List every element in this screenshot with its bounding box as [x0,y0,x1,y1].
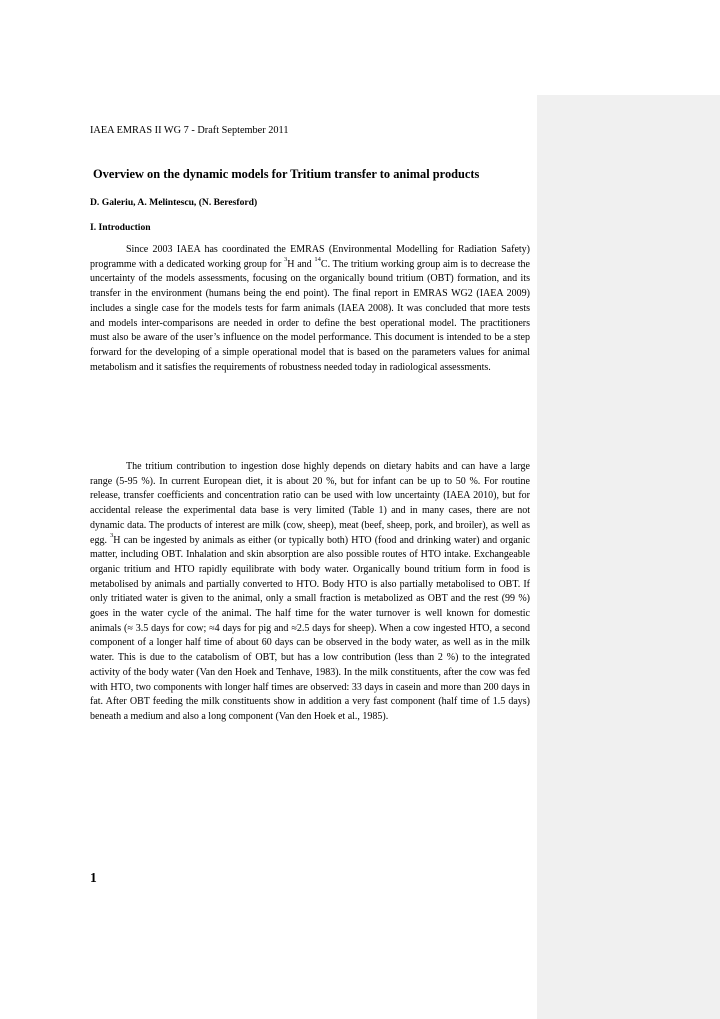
paragraph-1 [90,243,530,375]
paragraph-1-text-c: C. The tritium working group aim is to decrease the uncertainty of the models assessments, focusing on the organically bound tritium (OBT) formation, and its transfer in the environment (humans being the end point). The final report in EMRAS WG2 (IAEA 2009) includes a single case for the models tests for farm animals (IAEA 2008). It was concluded that more tests and models inter-comparisons are needed in order to define the best operational model. The practitioners must also be aware of the user’s influence on the model performance. This document is intended to be a step forward for the developing of a simple operational model that is based on the parameters values for animal metabolism and it satisfies the requirements of robustness needed today in radiological assessments. [90,258,530,373]
document-title: Overview on the dynamic models for Tritium transfer to animal products [93,167,480,181]
paragraph-1-text-a: Since 2003 IAEA has coordinated the EMRAS (Environmental Modelling for Radiation Safety) programme with a dedicated working group for [90,244,530,270]
document-page [90,0,530,1019]
paragraph-2-text-a: The tritium contribution to ingestion dose highly depends on dietary habits and can have a large range (5-95 %). In current European diet, it is about 20 %, but for infant can be up to 50 %. For routine release, transfer coefficients and concentration ratio can be used with low uncertainty (IAEA 2010), but for accidental release the experimental data base is very limited (Table 1) and in many cases, there are not dynamic data. The products of interest are milk (cow, sheep), meat (beef, sheep, pork, and broiler), as well as egg. [90,461,530,546]
superscript-3: 3 [110,532,114,540]
comment-pane [537,95,720,1019]
paragraph-2 [90,460,530,725]
authors-line: D. Galeriu, A. Melintescu, (N. Beresford) [90,197,258,208]
page-header: IAEA EMRAS II WG 7 - Draft September 2011 [90,125,289,136]
paragraph-1-text-b: H and [287,258,315,270]
superscript-14: 14 [314,256,321,264]
paragraph-2-text-b: H can be ingested by animals as either (or typically both) HTO (food and drinking water) and organic matter, including OBT. Inhalation and skin absorption are also possible routes of HTO intake. Exchangeable organic tritium and HTO rapidly equilibrate with body water. Organically bound tritium form in food is metabolised by animals and partially converted to HTO. Body HTO is also partially metabolised to OBT. If only tritiated water is given to the animal, only a small fraction is metabolized as OBT and the rest (99 %) goes in the water cycle of the animal. The half time for the water turnover is well known for domestic animals (≈ 3.5 days for cow; ≈4 days for pig and ≈2.5 days for sheep). When a cow ingested HTO, a second component of a longer half time of about 60 days can be observed in the body water, as well as in the milk water. This is due to the catabolism of OBT, but has a low contribution (less than 2 %) to the integrated activity of the body water (Van den Hoek and Tenhave, 1983). In the milk constituents, after the cow was fed with HTO, two components with longer half times are observed: 33 days in casein and more than 200 days in fat. After OBT feeding the milk constituents show in addition a very fast component (half time of 1.5 days) beneath a medium and also a long component (Van den Hoek et al., 1985). [90,534,530,722]
section-heading-introduction: I. Introduction [90,222,151,233]
superscript-3: 3 [284,256,288,264]
page-number: 1 [90,870,97,885]
